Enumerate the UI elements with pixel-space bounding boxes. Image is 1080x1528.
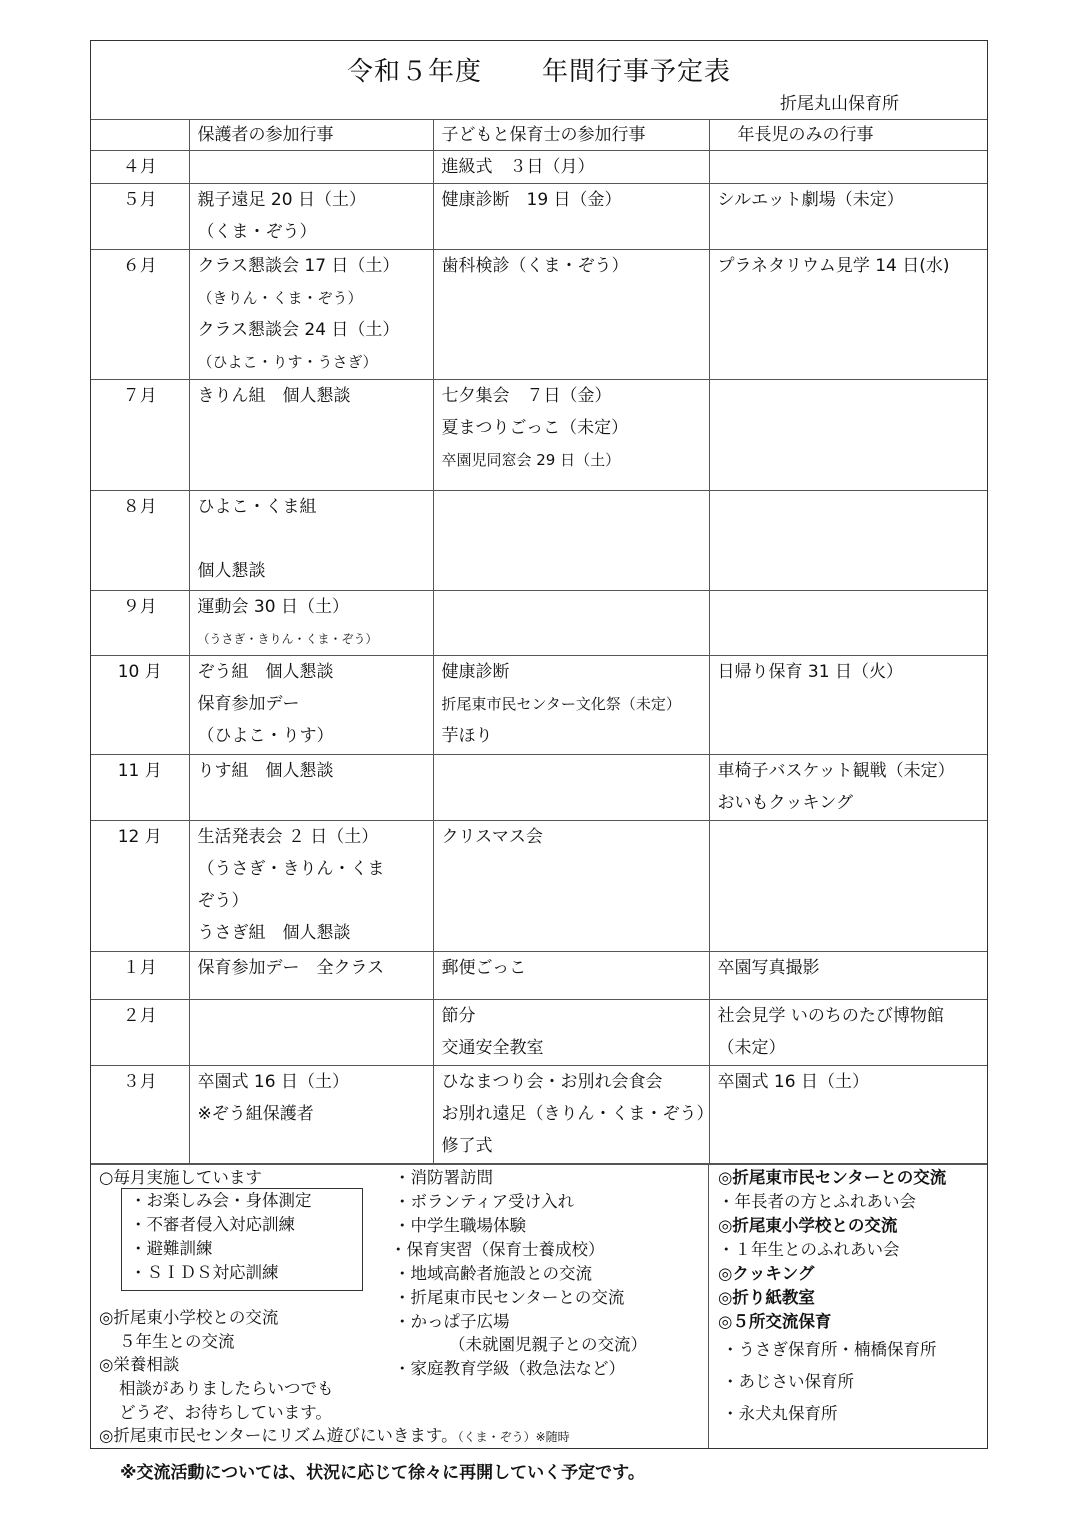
senior-cell <box>709 151 987 184</box>
child-cell <box>433 491 709 591</box>
monthly-item: ・避難訓練 <box>130 1239 213 1258</box>
senior-exchange-heading: ◎５所交流保育 <box>718 1312 832 1331</box>
event-text: （きりん・くま・ぞう） <box>197 289 363 307</box>
event-text: プラネタリウム見学 14 日(水) <box>717 256 950 276</box>
event-text: お別れ遠足（きりん・くま・ぞう） <box>441 1104 714 1124</box>
event-text: 日帰り保育 31 日（火） <box>717 662 903 682</box>
parent-cell <box>189 491 433 591</box>
senior-exchange-heading: ◎折尾東市民センターとの交流 <box>718 1168 947 1187</box>
child-cell <box>433 952 709 1000</box>
elementary-text: ５年生との交流 <box>119 1332 235 1351</box>
senior-exchange-heading: ◎折尾東小学校との交流 <box>718 1216 898 1235</box>
monthly-item: ・ＳＩＤＳ対応訓練 <box>130 1263 279 1282</box>
notes-section <box>91 1164 987 1448</box>
month-cell: 12 月 <box>91 821 189 952</box>
other-event: （未就園児親子との交流） <box>449 1335 647 1354</box>
header-month <box>91 120 189 151</box>
monthly-heading: ○毎月実施しています <box>99 1168 262 1187</box>
event-text: 個人懇談 <box>197 561 266 581</box>
schedule-table <box>91 120 987 1164</box>
nutrition-line: 相談がありましたらいつでも <box>119 1379 334 1398</box>
child-cell <box>433 591 709 656</box>
senior-cell <box>709 952 987 1000</box>
month-row <box>91 184 987 250</box>
organization-name: 折尾丸山保育所 <box>780 94 899 114</box>
senior-cell <box>709 591 987 656</box>
event-text: ひよこ・くま組 <box>197 497 317 517</box>
event-text: 保育参加デー 全クラス <box>197 958 384 978</box>
nutrition-line: どうぞ、お待ちしています。 <box>119 1403 332 1422</box>
month-row <box>91 1066 987 1164</box>
header-row <box>91 120 987 151</box>
event-text: 健康診断 <box>441 662 510 682</box>
parent-cell <box>189 821 433 952</box>
month-row <box>91 491 987 591</box>
footnote: ※交流活動については、状況に応じて徐々に再開していく予定です。 <box>120 1463 645 1483</box>
event-text: 卒園式 16 日（土） <box>197 1072 349 1092</box>
title-main: 年間行事予定表 <box>542 57 732 87</box>
senior-exchange-item: ・あじさい保育所 <box>722 1372 854 1391</box>
child-cell <box>433 151 709 184</box>
title-row <box>91 41 987 120</box>
event-text: クラス懇談会 24 日（土） <box>197 320 400 340</box>
senior-exchange-item: ・うさぎ保育所・楠橋保育所 <box>722 1340 937 1359</box>
event-text: 親子遠足 20 日（土） <box>197 190 366 210</box>
event-text: 折尾東市民センター文化祭（未定） <box>441 695 681 713</box>
event-text: 夏まつりごっこ（未定） <box>441 418 629 438</box>
rhythm-note <box>99 1424 570 1450</box>
monthly-item: ・お楽しみ会・身体測定 <box>130 1191 312 1210</box>
event-text: クラス懇談会 17 日（土） <box>197 256 400 276</box>
event-text <box>198 523 425 555</box>
event-text: ※ぞう組保護者 <box>197 1104 314 1124</box>
event-text: りす組 個人懇談 <box>197 761 334 781</box>
month-row <box>91 1000 987 1066</box>
nutrition-heading: ◎栄養相談 <box>99 1355 180 1374</box>
child-cell <box>433 1000 709 1066</box>
event-text: 卒園式 16 日（土） <box>717 1072 869 1092</box>
event-text: シルエット劇場（未定） <box>717 190 904 210</box>
month-cell: ７月 <box>91 380 189 491</box>
header-child: 子どもと保育士の参加行事 <box>433 120 709 151</box>
senior-cell <box>709 821 987 952</box>
senior-cell <box>709 184 987 250</box>
child-cell <box>433 821 709 952</box>
notes-divider <box>708 1165 709 1448</box>
parent-cell <box>189 591 433 656</box>
event-text: 七夕集会 ７日（金） <box>441 386 612 406</box>
event-text: 車椅子バスケット観戦（未定） <box>717 761 955 781</box>
event-text: （うさぎ・きりん・くま <box>197 859 385 879</box>
event-text: クリスマス会 <box>441 827 543 847</box>
event-text: おいもクッキング <box>717 793 853 813</box>
event-text: ぞう） <box>197 891 249 911</box>
month-cell: 10 月 <box>91 656 189 755</box>
month-cell: １月 <box>91 952 189 1000</box>
month-cell: ６月 <box>91 250 189 380</box>
event-text: 運動会 30 日（土） <box>197 597 349 617</box>
parent-cell <box>189 1066 433 1164</box>
senior-exchange-item: ・１年生とのふれあい会 <box>718 1240 900 1259</box>
parent-cell <box>189 1000 433 1066</box>
senior-cell <box>709 1000 987 1066</box>
event-text: 健康診断 19 日（金） <box>441 190 622 210</box>
event-text: （うさぎ・きりん・くま・ぞう） <box>197 632 378 646</box>
event-text: うさぎ組 個人懇談 <box>197 923 351 943</box>
page-title <box>91 51 987 88</box>
schedule-sheet <box>90 40 988 1449</box>
senior-exchange-heading: ◎折り紙教室 <box>718 1288 815 1307</box>
month-row <box>91 821 987 952</box>
month-cell: ４月 <box>91 151 189 184</box>
month-row <box>91 656 987 755</box>
event-text: 芋ほり <box>441 726 493 746</box>
event-text: （ひよこ・りす） <box>197 726 334 746</box>
month-row <box>91 250 987 380</box>
event-text: 卒園児同窓会 29 日（土） <box>441 451 621 469</box>
senior-cell <box>709 380 987 491</box>
month-row <box>91 151 987 184</box>
child-cell <box>433 184 709 250</box>
month-row <box>91 755 987 821</box>
event-text: 節分 <box>441 1006 476 1026</box>
child-cell <box>433 656 709 755</box>
month-row <box>91 591 987 656</box>
event-text: 生活発表会 ２ 日（土） <box>197 827 379 847</box>
senior-cell <box>709 250 987 380</box>
senior-cell <box>709 656 987 755</box>
event-text: 社会見学 いのちのたび博物館 <box>717 1006 944 1026</box>
senior-exchange-item: ・永犬丸保育所 <box>722 1404 838 1423</box>
parent-cell <box>189 755 433 821</box>
other-event: ・折尾東市民センターとの交流 <box>394 1288 625 1307</box>
month-cell: ３月 <box>91 1066 189 1164</box>
event-text: 修了式 <box>441 1136 493 1156</box>
child-cell <box>433 380 709 491</box>
event-text: 郵便ごっこ <box>441 958 527 978</box>
event-text: きりん組 個人懇談 <box>197 386 351 406</box>
parent-cell <box>189 656 433 755</box>
other-event: ・ボランティア受け入れ <box>394 1192 575 1211</box>
senior-exchange-heading: ◎クッキング <box>718 1264 815 1283</box>
child-cell <box>433 250 709 380</box>
parent-cell <box>189 250 433 380</box>
senior-cell <box>709 1066 987 1164</box>
parent-cell <box>189 952 433 1000</box>
event-text: 交通安全教室 <box>441 1038 544 1058</box>
event-text: （くま・ぞう） <box>197 222 317 242</box>
rhythm-main: ◎折尾東市民センターにリズム遊びにいきます。 <box>99 1426 458 1445</box>
senior-exchange-item: ・年長者の方とふれあい会 <box>718 1192 916 1211</box>
month-cell: ９月 <box>91 591 189 656</box>
monthly-box <box>121 1188 363 1291</box>
event-text: （ひよこ・りす・うさぎ） <box>197 353 378 371</box>
monthly-item: ・不審者侵入対応訓練 <box>130 1215 295 1234</box>
month-cell: ５月 <box>91 184 189 250</box>
event-text: ぞう組 個人懇談 <box>197 662 334 682</box>
event-text: 歯科検診（くま・ぞう） <box>441 256 629 276</box>
event-text: （未定） <box>717 1038 786 1058</box>
parent-cell <box>189 380 433 491</box>
header-senior: 年長児のみの行事 <box>709 120 987 151</box>
month-cell: 11 月 <box>91 755 189 821</box>
other-event: ・中学生職場体験 <box>394 1216 526 1235</box>
other-event: ・保育実習（保育士養成校） <box>390 1240 605 1259</box>
parent-cell <box>189 151 433 184</box>
title-year: 令和５年度 <box>346 57 482 87</box>
other-event: ・地域高齢者施設との交流 <box>394 1264 592 1283</box>
elementary-heading: ◎折尾東小学校との交流 <box>99 1308 279 1327</box>
other-event: ・かっぱ子広場 <box>394 1312 510 1331</box>
event-text: 保育参加デー <box>197 694 300 714</box>
child-cell <box>433 1066 714 1164</box>
month-row <box>91 380 987 491</box>
header-parent: 保護者の参加行事 <box>189 120 433 151</box>
other-event: ・消防署訪問 <box>394 1168 493 1187</box>
event-text: 卒園写真撮影 <box>717 958 820 978</box>
event-text: 進級式 ３日（月） <box>441 157 595 177</box>
month-cell: ２月 <box>91 1000 189 1066</box>
senior-cell <box>709 755 987 821</box>
parent-cell <box>189 184 433 250</box>
child-cell <box>433 755 709 821</box>
senior-cell <box>709 491 987 591</box>
event-text: ひなまつり会・お別れ会食会 <box>441 1072 663 1092</box>
rhythm-note-small: （くま・ぞう）※随時 <box>457 1430 570 1444</box>
month-cell: ８月 <box>91 491 189 591</box>
other-event: ・家庭教育学級（救急法など） <box>394 1359 625 1378</box>
month-row <box>91 952 987 1000</box>
